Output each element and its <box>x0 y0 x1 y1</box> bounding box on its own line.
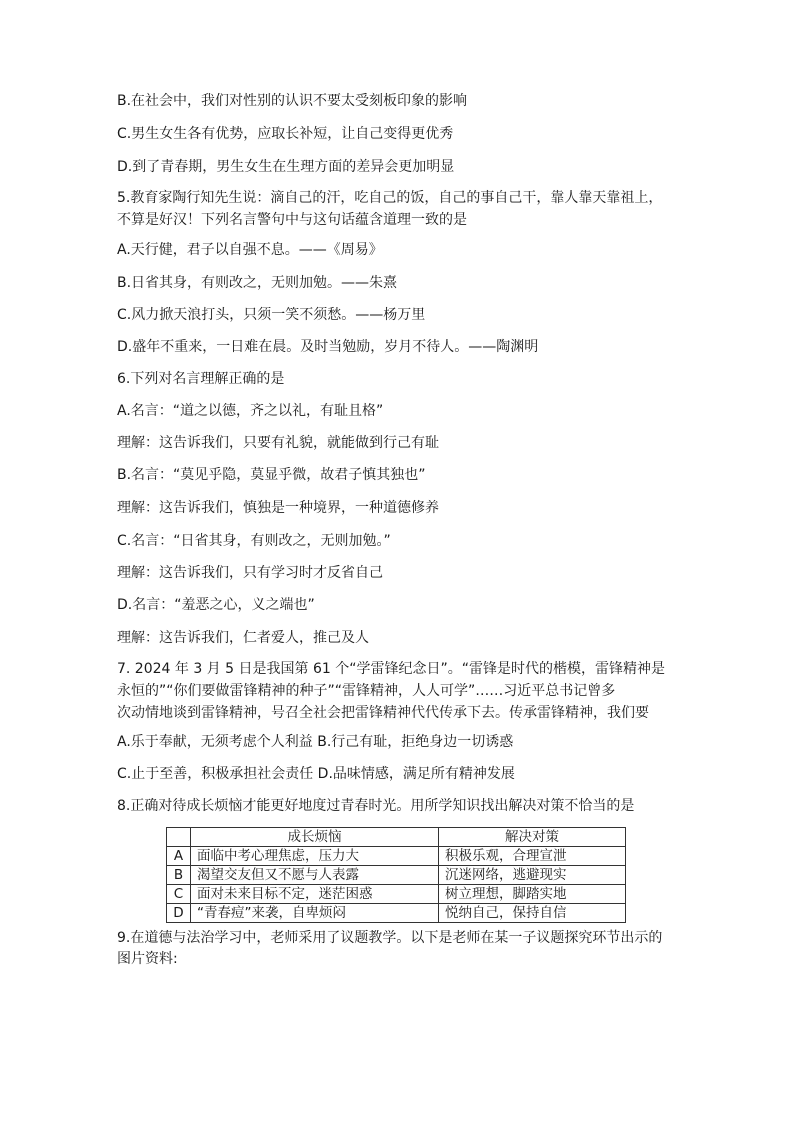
row-key: A <box>167 847 191 866</box>
row-trouble: 面对未来目标不定，迷茫困惑 <box>191 885 439 904</box>
row-trouble: “青春痘”来袭，自卑烦闷 <box>191 904 439 923</box>
header-trouble: 成长烦恼 <box>191 828 439 847</box>
table-row <box>167 866 626 885</box>
row-trouble: 渴望交友但又不愿与人表露 <box>191 866 439 885</box>
option-5b: B.日省其身，有则改之，无则加勉。——朱熹 <box>117 275 398 291</box>
question-9-stem-line1: 9.在道德与法治学习中，老师采用了议题教学。以下是老师在某一子议题探究环节出示的 <box>117 930 663 946</box>
options-7cd: C.止于至善，积极承担社会责任 D.品味情感，满足所有精神发展 <box>117 766 515 782</box>
table-row <box>167 885 626 904</box>
option-4c: C.男生女生各有优势，应取长补短，让自己变得更优秀 <box>117 126 454 142</box>
option-6b-quote: B.名言：“莫见乎隐，莫显乎微，故君子慎其独也” <box>117 467 426 483</box>
row-key: C <box>167 885 191 904</box>
question-7-stem-line1: 7. 2024 年 3 月 5 日是我国第 61 个“学雷锋纪念日”。“雷锋是时代的楷模，雷锋精神是 <box>117 661 665 677</box>
row-trouble: 面临中考心理焦虑，压力大 <box>191 847 439 866</box>
option-6d-explanation: 理解：这告诉我们，仁者爱人，推己及人 <box>117 630 369 646</box>
option-6a-quote: A.名言：“道之以德，齐之以礼，有耻且格” <box>117 403 384 419</box>
growth-troubles-table <box>166 827 626 923</box>
option-6c-explanation: 理解：这告诉我们，只有学习时才反省自己 <box>117 565 383 581</box>
question-7-stem-line2: 永恒的”“你们要做雷锋精神的种子”“雷锋精神，人人可学”……习近平总书记曾多 <box>117 683 616 699</box>
header-key-cell <box>167 828 191 847</box>
table-header-row <box>167 828 626 847</box>
row-solution: 积极乐观，合理宣泄 <box>439 847 626 866</box>
question-5-stem-line2: 不算是好汉！下列名言警句中与这句话蕴含道理一致的是 <box>117 212 467 228</box>
option-6a-explanation: 理解：这告诉我们，只要有礼貌，就能做到行己有耻 <box>117 435 439 451</box>
option-5a: A.天行健，君子以自强不息。——《周易》 <box>117 242 383 258</box>
option-5d: D.盛年不重来，一日难在晨。及时当勉励，岁月不待人。——陶渊明 <box>117 339 539 355</box>
question-6-stem: 6.下列对名言理解正确的是 <box>117 371 285 387</box>
options-7ab: A.乐于奉献，无须考虑个人利益 B.行己有耻，拒绝身边一切诱惑 <box>117 734 514 750</box>
option-6d-quote: D.名言：“羞恶之心，义之端也” <box>117 597 315 613</box>
row-solution: 沉迷网络，逃避现实 <box>439 866 626 885</box>
question-5-stem-line1: 5.教育家陶行知先生说：滴自己的汗，吃自己的饭，自己的事自己干，靠人靠天靠祖上， <box>117 190 663 206</box>
option-4b: B.在社会中，我们对性别的认识不要太受刻板印象的影响 <box>117 93 468 109</box>
option-6b-explanation: 理解：这告诉我们，慎独是一种境界，一种道德修养 <box>117 500 439 516</box>
row-solution: 悦纳自己，保持自信 <box>439 904 626 923</box>
table-row <box>167 847 626 866</box>
option-5c: C.风力掀天浪打头，只须一笑不须愁。——杨万里 <box>117 307 426 323</box>
row-key: B <box>167 866 191 885</box>
row-key: D <box>167 904 191 923</box>
question-9-stem-line2: 图片资料: <box>117 951 178 967</box>
row-solution: 树立理想，脚踏实地 <box>439 885 626 904</box>
question-8-stem: 8.正确对待成长烦恼才能更好地度过青春时光。用所学知识找出解决对策不恰当的是 <box>117 798 635 814</box>
question-7-stem-line3: 次动情地谈到雷锋精神，号召全社会把雷锋精神代代传承下去。传承雷锋精神，我们要 <box>117 705 649 721</box>
table-row <box>167 904 626 923</box>
option-4d: D.到了青春期，男生女生在生理方面的差异会更加明显 <box>117 159 455 175</box>
header-solution: 解决对策 <box>439 828 626 847</box>
option-6c-quote: C.名言：“日省其身，有则改之，无则加勉。” <box>117 533 391 549</box>
